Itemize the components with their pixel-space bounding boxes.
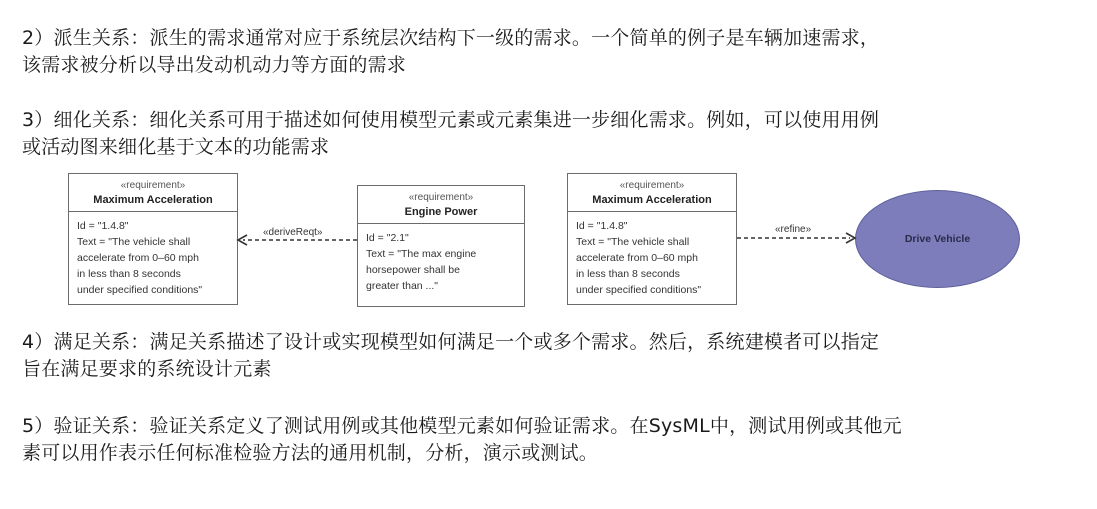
- requirement-line: under specified conditions": [77, 284, 203, 296]
- paragraph-line: 该需求被分析以导出发动机动力等方面的需求: [22, 54, 407, 76]
- stereotype-label: «requirement»: [120, 180, 186, 191]
- paragraph-line: 2）派生关系：派生的需求通常对应于系统层次结构下一级的需求。一个简单的例子是车辆加速需求，: [22, 27, 880, 49]
- paragraph-line: 旨在满足要求的系统设计元素: [22, 358, 272, 380]
- paragraph-line: 5）验证关系：验证关系定义了测试用例或其他模型元素如何验证需求。在SysML中，测试用例或其他元: [22, 415, 902, 437]
- requirement-line: Id = "1.4.8": [576, 220, 628, 232]
- paragraph-verify: [22, 413, 1082, 467]
- requirement-line: accelerate from 0–60 mph: [77, 252, 199, 264]
- requirement-line: in less than 8 seconds: [576, 268, 680, 280]
- paragraph-line: 3）细化关系：细化关系可用于描述如何使用模型元素或元素集进一步细化需求。例如，可以使用用例: [22, 109, 880, 131]
- requirement-line: under specified conditions": [576, 284, 702, 296]
- requirement-name: Engine Power: [404, 206, 478, 218]
- requirement-line: horsepower shall be: [366, 264, 460, 276]
- requirement-line: Text = "The max engine: [366, 248, 477, 260]
- paragraph-line: 4）满足关系：满足关系描述了设计或实现模型如何满足一个或多个需求。然后，系统建模者可以指定: [22, 331, 880, 353]
- requirement-line: Id = "1.4.8": [77, 220, 129, 232]
- use-case-label: Drive Vehicle: [904, 233, 971, 245]
- stereotype-label: «requirement»: [619, 180, 685, 191]
- derive-reqt-label: «deriveReqt»: [263, 227, 323, 238]
- requirement-line: Text = "The vehicle shall: [576, 236, 690, 248]
- requirement-line: Id = "2.1": [366, 232, 409, 244]
- refine-label: «refine»: [775, 224, 812, 235]
- refine-arrowhead: [846, 233, 855, 243]
- requirement-name: Maximum Acceleration: [93, 194, 213, 206]
- requirement-line: in less than 8 seconds: [77, 268, 181, 280]
- stereotype-label: «requirement»: [408, 192, 474, 203]
- paragraph-line: 或活动图来细化基于文本的功能需求: [22, 136, 330, 158]
- paragraph-line: 素可以用作表示任何标准检验方法的通用机制，分析，演示或测试。: [22, 442, 599, 464]
- requirement-line: greater than ...": [366, 280, 439, 292]
- requirement-line: accelerate from 0–60 mph: [576, 252, 698, 264]
- paragraph-satisfy: [22, 329, 1082, 383]
- requirement-name: Maximum Acceleration: [592, 194, 712, 206]
- derive-arrowhead: [238, 235, 247, 245]
- requirement-line: Text = "The vehicle shall: [77, 236, 191, 248]
